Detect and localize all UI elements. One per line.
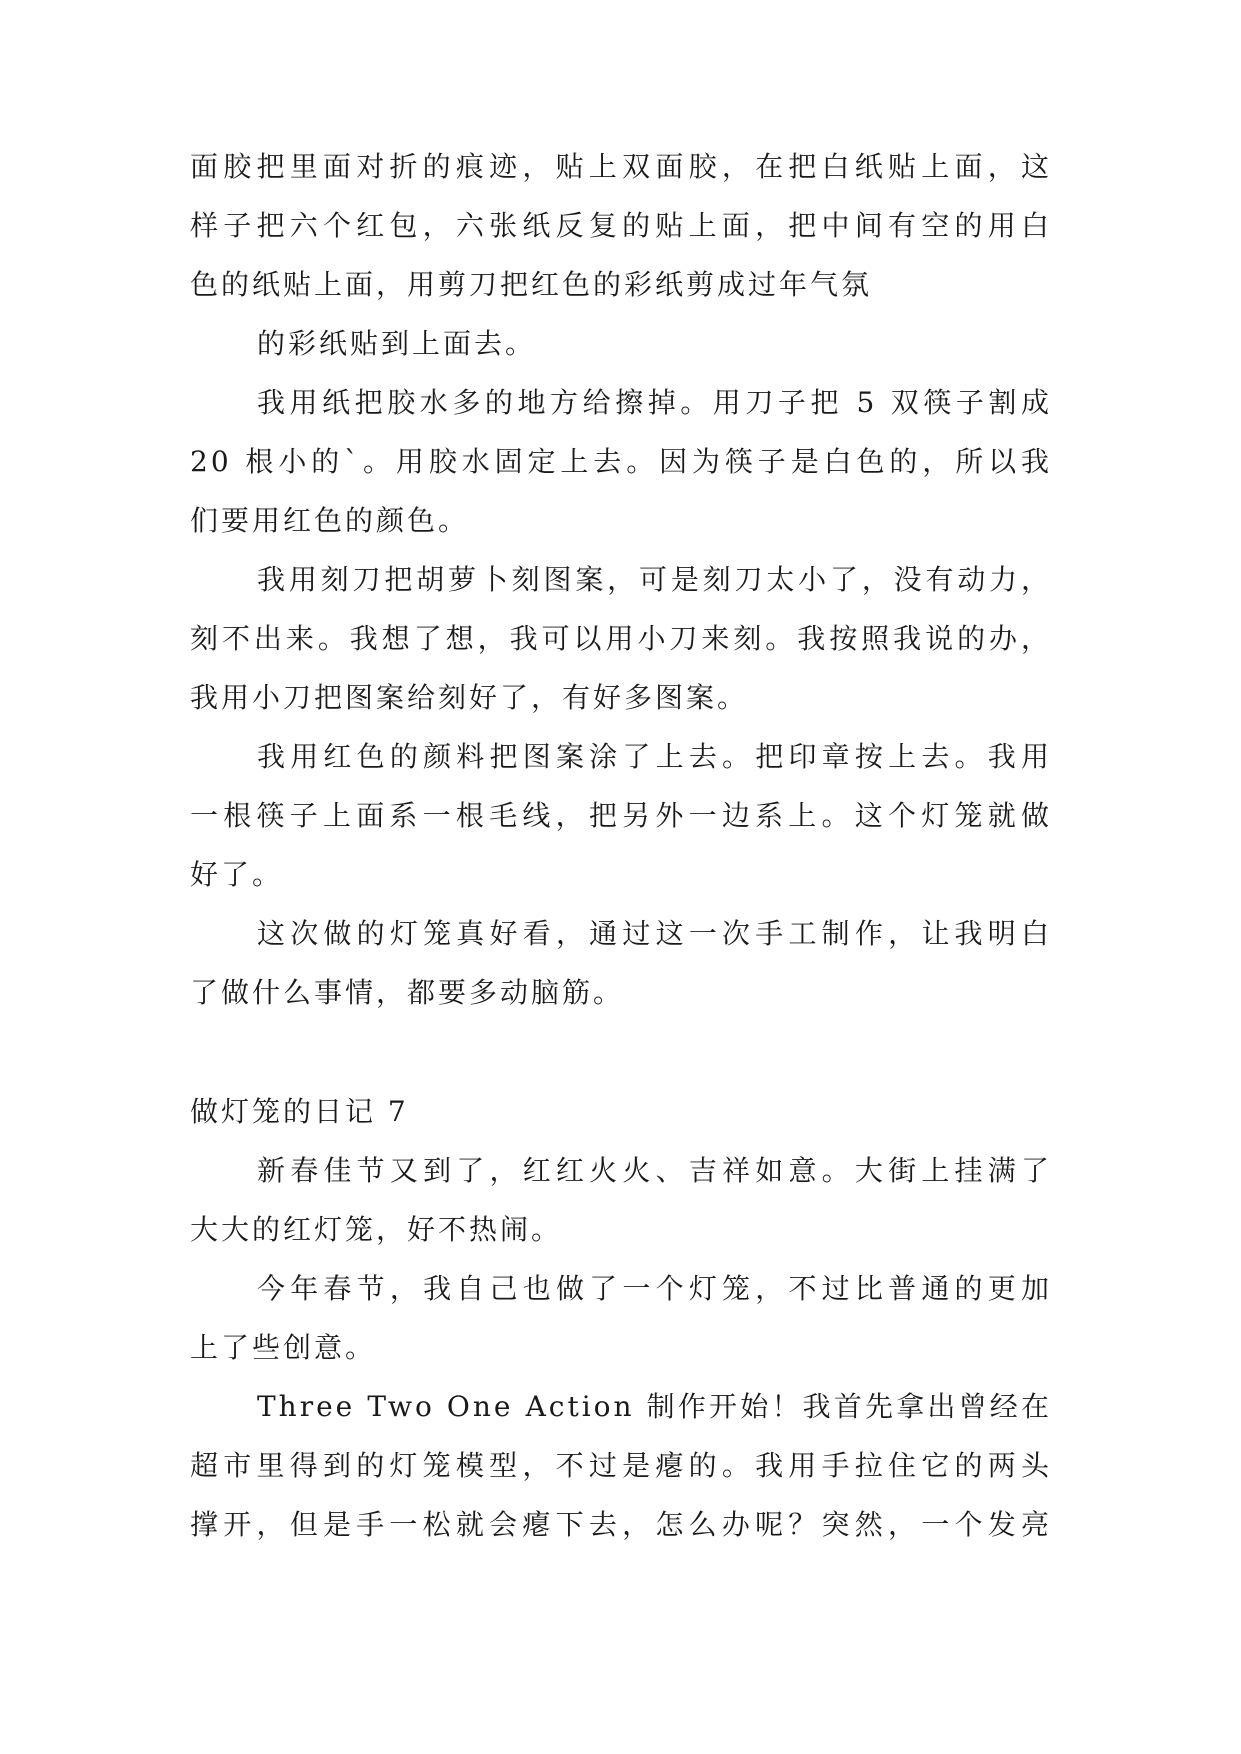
text-line: 撑开，但是手一松就会瘪下去，怎么办呢？突然，一个发亮 <box>190 1508 1052 1541</box>
text-line: 们要用红色的颜色。 <box>190 504 470 537</box>
text-line: 超市里得到的灯笼模型，不过是瘪的。我用手拉住它的两头 <box>190 1449 1052 1482</box>
text-line: 好了。 <box>190 858 284 891</box>
text-line: 色的纸贴上面，用剪刀把红色的彩纸剪成过年气氛 <box>190 268 873 301</box>
text-line: 大大的红灯笼，好不热闹。 <box>190 1213 563 1246</box>
text-line: 这次做的灯笼真好看，通过这一次手工制作，让我明白 <box>257 917 1052 950</box>
text-line: Three Two One Action 制作开始！我首先拿出曾经在 <box>257 1390 1052 1423</box>
text-line: 20 根小的`。用胶水固定上去。因为筷子是白色的，所以我 <box>190 445 1052 478</box>
text-line: 一根筷子上面系一根毛线，把另外一边系上。这个灯笼就做 <box>190 799 1052 832</box>
text-line: 今年春节，我自己也做了一个灯笼，不过比普通的更加 <box>257 1272 1052 1305</box>
text-line: 我用小刀把图案给刻好了，有好多图案。 <box>190 681 749 714</box>
text-line: 的彩纸贴到上面去。 <box>257 327 537 360</box>
text-line: 我用纸把胶水多的地方给擦掉。用刀子把 5 双筷子割成 <box>257 386 1052 419</box>
text-line: 我用刻刀把胡萝卜刻图案，可是刻刀太小了，没有动力， <box>257 563 1052 596</box>
text-line: 新春佳节又到了，红红火火、吉祥如意。大街上挂满了 <box>257 1154 1052 1187</box>
section-heading: 做灯笼的日记 7 <box>190 1095 409 1128</box>
text-line: 刻不出来。我想了想，我可以用小刀来刻。我按照我说的办， <box>190 622 1052 655</box>
text-line: 我用红色的颜料把图案涂了上去。把印章按上去。我用 <box>257 740 1052 773</box>
text-line: 样子把六个红包，六张纸反复的贴上面，把中间有空的用白 <box>190 209 1052 242</box>
text-line: 面胶把里面对折的痕迹，贴上双面胶，在把白纸贴上面，这 <box>190 150 1052 183</box>
text-line: 上了些创意。 <box>190 1331 377 1364</box>
text-line: 了做什么事情，都要多动脑筋。 <box>190 976 625 1009</box>
